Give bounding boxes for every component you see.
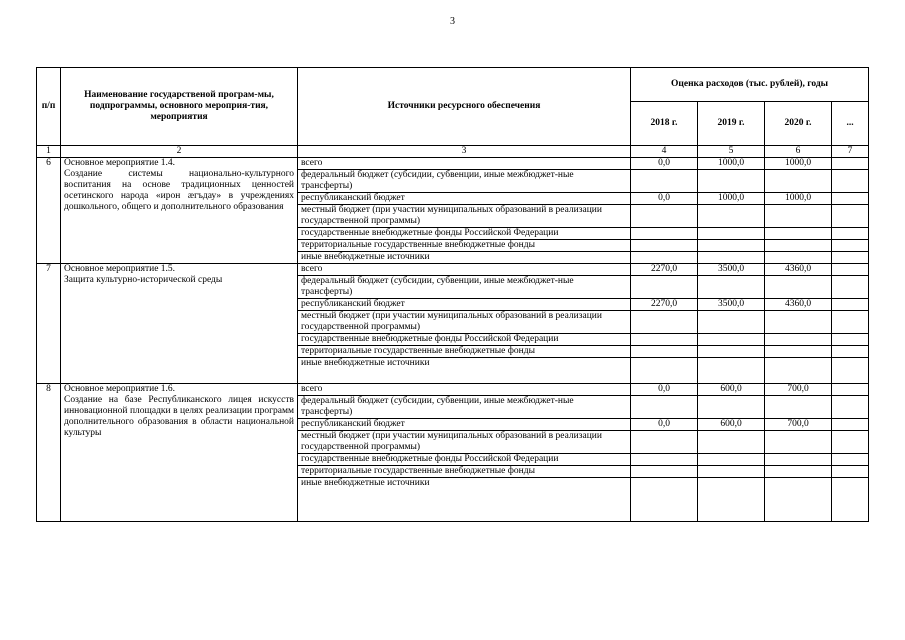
header-costs: Оценка расходов (тыс. рублей), годы: [631, 68, 869, 102]
cost-value: [765, 240, 832, 252]
cost-value: 4360,0: [765, 264, 832, 276]
cost-value: 600,0: [698, 384, 765, 396]
header-year-2020: 2020 г.: [765, 102, 832, 146]
source-label: местный бюджет (при участии муниципальных образований в реализации государственной программы): [298, 431, 631, 454]
cost-value: [765, 431, 832, 454]
cost-value: [832, 228, 869, 240]
item-name: Основное мероприятие 1.6. Создание на базе Республиканского лицея искусств инновационной площадки в целях реализации программ дополнительного образования в области национальной культуры: [61, 384, 298, 522]
cost-value: [765, 311, 832, 334]
cost-value: 0,0: [631, 419, 698, 431]
cost-value: [765, 170, 832, 193]
source-label: государственные внебюджетные фонды Российской Федерации: [298, 228, 631, 240]
cost-value: [631, 276, 698, 299]
cost-value: [765, 466, 832, 478]
cost-value: [631, 431, 698, 454]
cost-value: 2270,0: [631, 264, 698, 276]
cost-value: [832, 252, 869, 264]
cost-value: [631, 346, 698, 358]
item-number: 8: [37, 384, 61, 522]
cost-value: [832, 276, 869, 299]
cost-value: [832, 466, 869, 478]
cost-value: [832, 419, 869, 431]
cost-value: [765, 346, 832, 358]
header-num: п/п: [37, 68, 61, 146]
cost-value: [698, 346, 765, 358]
cost-value: [698, 454, 765, 466]
cost-value: [832, 431, 869, 454]
resource-table: [36, 67, 869, 522]
cost-value: [698, 228, 765, 240]
cost-value: [832, 346, 869, 358]
cost-value: [631, 240, 698, 252]
cost-value: [832, 384, 869, 396]
cost-value: [832, 170, 869, 193]
cost-value: 4360,0: [765, 299, 832, 311]
cost-value: [698, 170, 765, 193]
cost-value: 600,0: [698, 419, 765, 431]
source-label: всего: [298, 384, 631, 396]
cost-value: [631, 334, 698, 346]
cost-value: [631, 396, 698, 419]
source-label: республиканский бюджет: [298, 419, 631, 431]
cost-value: [832, 478, 869, 522]
source-label: всего: [298, 264, 631, 276]
cost-value: 0,0: [631, 384, 698, 396]
source-label: иные внебюджетные источники: [298, 478, 631, 522]
item-name: Основное мероприятие 1.4. Создание системы национально-культурного воспитания на основе традиционных ценностей осетинского народа «ирон æгъдау» в учреждениях дошкольного, общего и дополнительного образования: [61, 158, 298, 264]
cost-value: [832, 334, 869, 346]
source-label: государственные внебюджетные фонды Российской Федерации: [298, 454, 631, 466]
cost-value: [832, 158, 869, 170]
colnum-2: 2: [61, 146, 298, 158]
item-name: Основное мероприятие 1.5. Защита культурно-исторической среды: [61, 264, 298, 384]
cost-value: [765, 205, 832, 228]
cost-value: [631, 252, 698, 264]
cost-value: [698, 466, 765, 478]
cost-value: 700,0: [765, 384, 832, 396]
cost-value: [832, 240, 869, 252]
cost-value: 700,0: [765, 419, 832, 431]
cost-value: [698, 205, 765, 228]
cost-value: [631, 170, 698, 193]
cost-value: [832, 205, 869, 228]
source-label: территориальные государственные внебюджетные фонды: [298, 346, 631, 358]
cost-value: [698, 276, 765, 299]
cost-value: [765, 396, 832, 419]
cost-value: [832, 311, 869, 334]
cost-value: [698, 478, 765, 522]
source-label: федеральный бюджет (субсидии, субвенции, иные межбюджет-ные трансферты): [298, 396, 631, 419]
cost-value: [832, 454, 869, 466]
cost-value: 1000,0: [698, 193, 765, 205]
header-sources: Источники ресурсного обеспечения: [298, 68, 631, 146]
cost-value: [631, 454, 698, 466]
cost-value: [631, 228, 698, 240]
table-row: [37, 384, 869, 396]
cost-value: 0,0: [631, 193, 698, 205]
cost-value: [631, 478, 698, 522]
source-label: местный бюджет (при участии муниципальных образований в реализации государственной программы): [298, 205, 631, 228]
header-name: Наименование государственой програм-мы, подпрограммы, основного мероприя-тия, мероприятия: [61, 68, 298, 146]
colnum-5: 5: [698, 146, 765, 158]
header-year-more: ...: [832, 102, 869, 146]
source-label: территориальные государственные внебюджетные фонды: [298, 240, 631, 252]
cost-value: 1000,0: [698, 158, 765, 170]
item-number: 7: [37, 264, 61, 384]
colnum-6: 6: [765, 146, 832, 158]
source-label: республиканский бюджет: [298, 193, 631, 205]
cost-value: 1000,0: [765, 193, 832, 205]
header-year-2019: 2019 г.: [698, 102, 765, 146]
colnum-7: 7: [832, 146, 869, 158]
cost-value: [698, 396, 765, 419]
cost-value: [765, 276, 832, 299]
cost-value: [698, 334, 765, 346]
cost-value: [631, 358, 698, 384]
source-label: всего: [298, 158, 631, 170]
table-row: [37, 158, 869, 170]
cost-value: 3500,0: [698, 299, 765, 311]
cost-value: [698, 240, 765, 252]
cost-value: [765, 358, 832, 384]
source-label: федеральный бюджет (субсидии, субвенции, иные межбюджет-ные трансферты): [298, 170, 631, 193]
source-label: федеральный бюджет (субсидии, субвенции, иные межбюджет-ные трансферты): [298, 276, 631, 299]
cost-value: [698, 311, 765, 334]
cost-value: [765, 334, 832, 346]
table-row: [37, 264, 869, 276]
cost-value: [698, 431, 765, 454]
cost-value: [631, 466, 698, 478]
colnum-3: 3: [298, 146, 631, 158]
cost-value: [765, 454, 832, 466]
cost-value: [631, 311, 698, 334]
cost-value: 1000,0: [765, 158, 832, 170]
source-label: государственные внебюджетные фонды Российской Федерации: [298, 334, 631, 346]
cost-value: [832, 193, 869, 205]
cost-value: [832, 358, 869, 384]
cost-value: [698, 358, 765, 384]
item-number: 6: [37, 158, 61, 264]
cost-value: 0,0: [631, 158, 698, 170]
cost-value: [832, 396, 869, 419]
cost-value: 3500,0: [698, 264, 765, 276]
cost-value: 2270,0: [631, 299, 698, 311]
cost-value: [765, 252, 832, 264]
table-body: [37, 158, 869, 522]
source-label: территориальные государственные внебюджетные фонды: [298, 466, 631, 478]
colnum-4: 4: [631, 146, 698, 158]
source-label: республиканский бюджет: [298, 299, 631, 311]
header-year-2018: 2018 г.: [631, 102, 698, 146]
cost-value: [832, 299, 869, 311]
page-number: 3: [450, 16, 455, 27]
cost-value: [765, 478, 832, 522]
source-label: местный бюджет (при участии муниципальных образований в реализации государственной программы): [298, 311, 631, 334]
cost-value: [832, 264, 869, 276]
cost-value: [765, 228, 832, 240]
colnum-1: 1: [37, 146, 61, 158]
source-label: иные внебюджетные источники: [298, 358, 631, 384]
cost-value: [698, 252, 765, 264]
cost-value: [631, 205, 698, 228]
source-label: иные внебюджетные источники: [298, 252, 631, 264]
